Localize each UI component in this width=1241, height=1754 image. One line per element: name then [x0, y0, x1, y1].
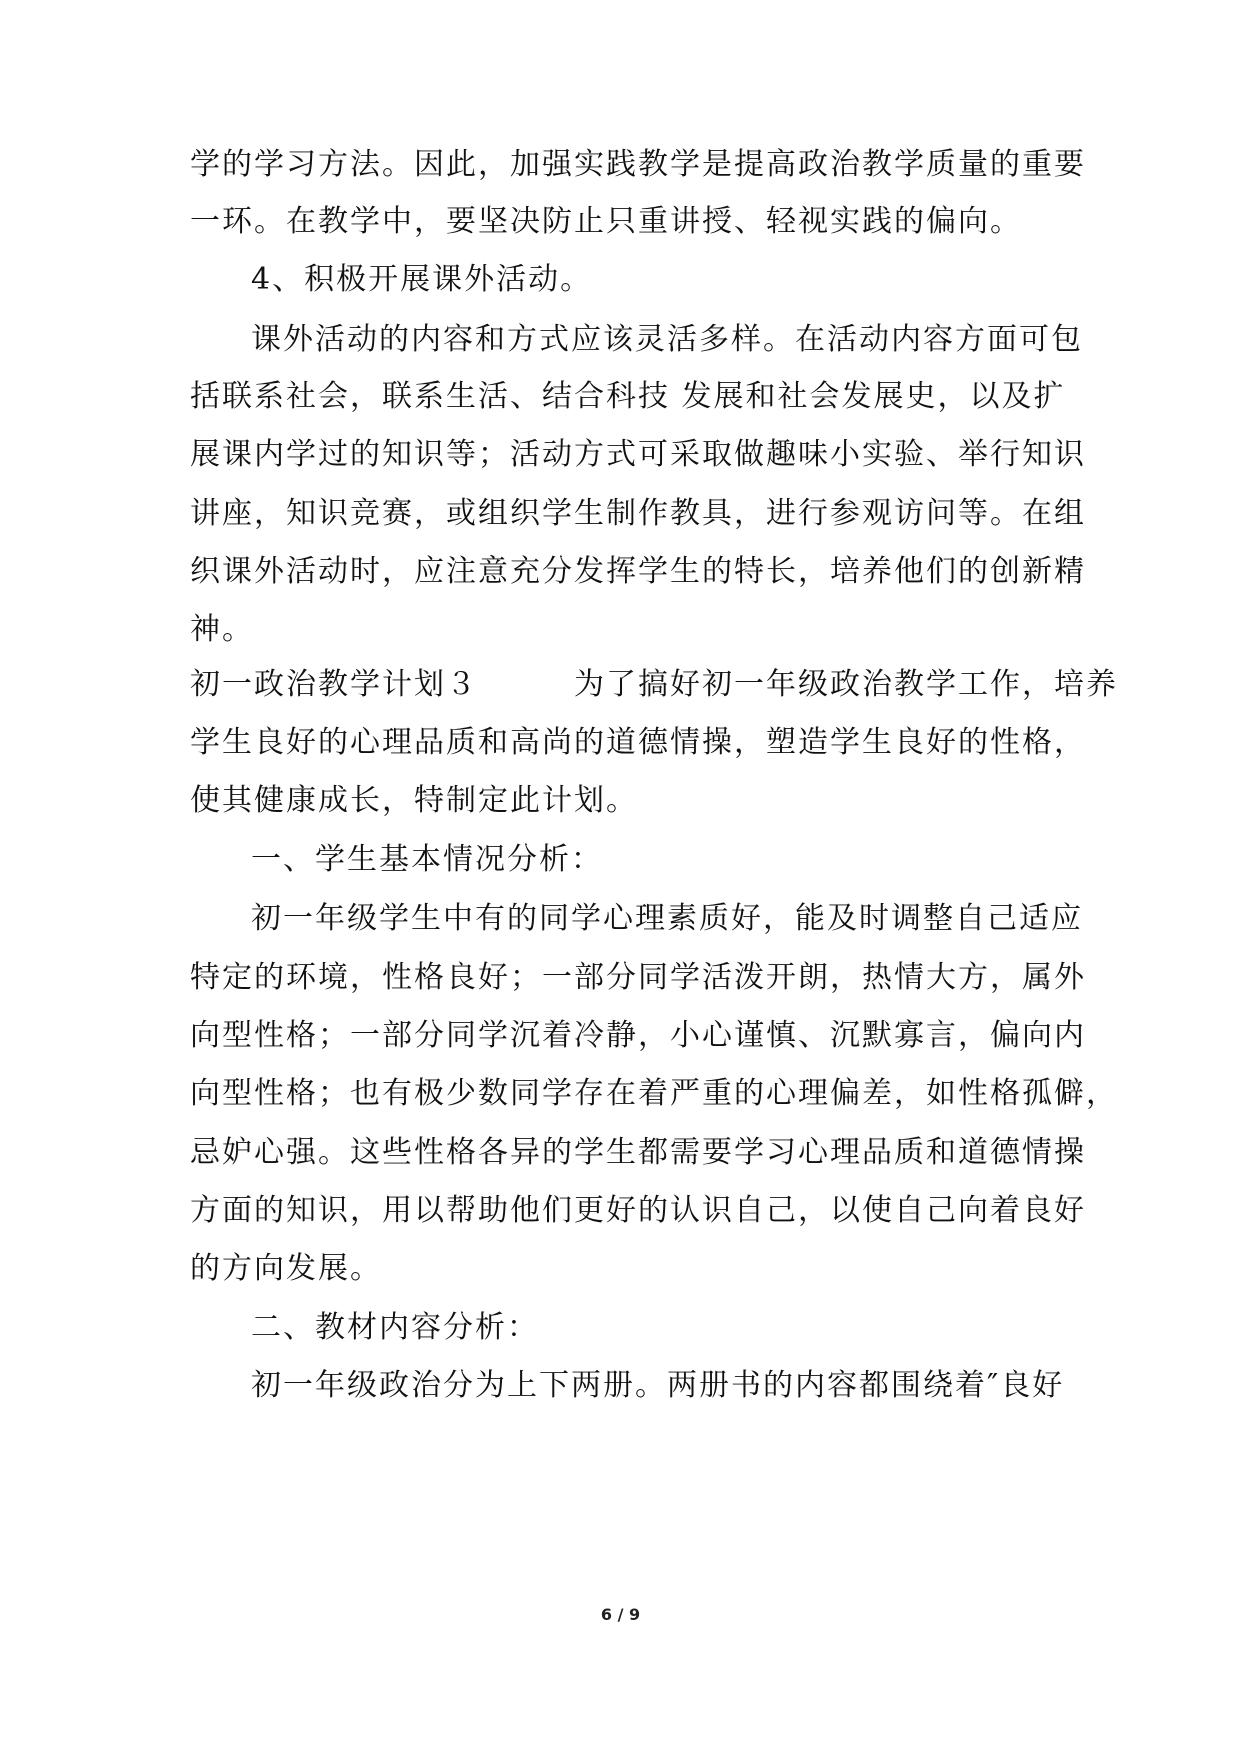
text-line: 使其健康成长，特制定此计划。	[190, 783, 638, 818]
text-line: 括联系社会，联系生活、结合科技 发展和社会发展史，以及扩	[190, 379, 1066, 414]
text-line: 向型性格；一部分同学沉着冷静，小心谨慎、沉默寡言，偏向内	[190, 1018, 1086, 1053]
text-line: 特定的环境，性格良好；一部分同学活泼开朗，热情大方，属外	[190, 960, 1086, 995]
text-line: 初一年级学生中有的同学心理素质好，能及时调整自己适应	[251, 901, 1083, 936]
text-line: 学生良好的心理品质和高尚的道德情操，塑造学生良好的性格，	[190, 725, 1086, 760]
text-line: 初一年级政治分为上下两册。两册书的内容都围绕着″良好	[251, 1368, 1065, 1403]
page-number: 6 / 9	[600, 1605, 641, 1624]
section-heading: 一、学生基本情况分析：	[251, 842, 603, 877]
text-line: 展课内学过的知识等；活动方式可采取做趣味小实验、举行知识	[190, 437, 1086, 472]
text-line: 一环。在教学中，要坚决防止只重讲授、轻视实践的偏向。	[190, 204, 1022, 239]
section-heading: 4、积极开展课外活动。	[251, 262, 593, 297]
text-line: 织课外活动时，应注意充分发挥学生的特长，培养他们的创新精	[190, 554, 1086, 589]
section-heading: 二、教材内容分析：	[251, 1310, 539, 1345]
text-line: 向型性格；也有极少数同学存在着严重的心理偏差，如性格孤僻，	[190, 1076, 1118, 1111]
text-line: 课外活动的内容和方式应该灵活多样。在活动内容方面可包	[251, 322, 1083, 357]
plan-title-line: 初一政治教学计划３ 为了搞好初一年级政治教学工作，培养	[190, 667, 1118, 702]
text-line: 学的学习方法。因此，加强实践教学是提高政治教学质量的重要	[190, 147, 1086, 182]
text-line: 神。	[190, 612, 254, 647]
text-line: 的方向发展。	[190, 1251, 382, 1286]
text-line: 忌妒心强。这些性格各异的学生都需要学习心理品质和道德情操	[190, 1135, 1086, 1170]
text-line: 讲座，知识竞赛，或组织学生制作教具，进行参观访问等。在组	[190, 496, 1086, 531]
text-line: 方面的知识，用以帮助他们更好的认识自己，以使自己向着良好	[190, 1193, 1086, 1228]
